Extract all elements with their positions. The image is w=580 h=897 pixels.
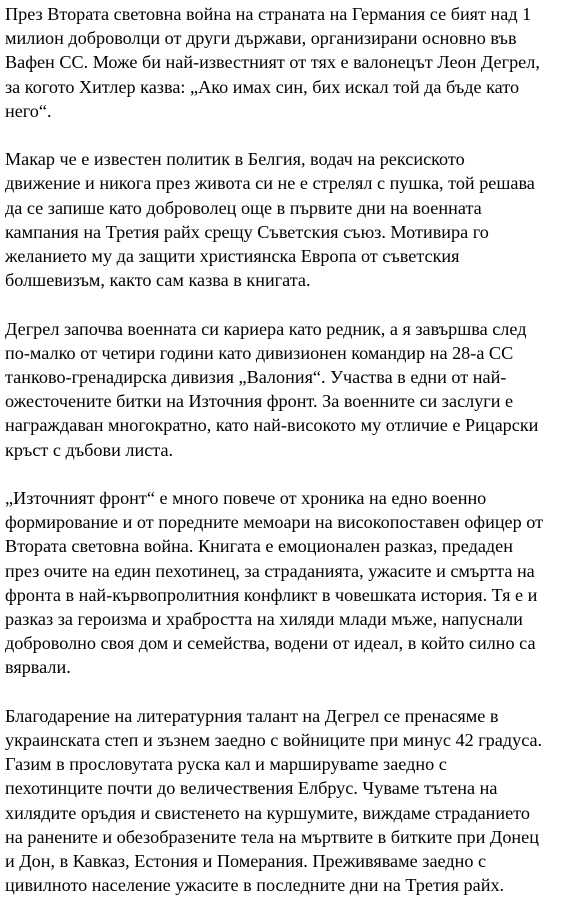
text-line: на ранените и обезобразените тела на мъртвите в битките при Донец	[5, 826, 539, 847]
text-line: движение и никога през живота си не е стрелял с пушка, той решава	[5, 173, 535, 194]
text-line: танково-гренадирска дивизия „Валония“. Участва в едни от най-	[5, 367, 507, 388]
text-line: за когото Хитлер казва: „Ако имах син, бих искал той да бъде като	[5, 76, 520, 97]
text-line: ожесточените битки на Източния фронт. За военните си заслуги е	[5, 391, 514, 412]
text-line: да се запише като доброволец още в първите дни на военната	[5, 197, 482, 218]
text-line: доброволно своя дом и семейства, водени от идеал, в който силно са	[5, 633, 536, 654]
text-line: пехотинците почти до величествения Елбрус. Чуваме тътена на	[5, 778, 498, 799]
paragraph-1	[5, 2, 576, 123]
paragraph-2	[5, 147, 576, 292]
text-line: желанието му да защити християнска Европа от съветския	[5, 246, 460, 267]
paragraph-3	[5, 317, 576, 462]
text-line: Дегрел започва военната си кариера като редник, а я завършва след	[5, 318, 527, 339]
text-line: украинската степ и зъзнем заедно с войниците при минус 42 градуса.	[5, 730, 543, 751]
text-line: кампания на Третия райх срещу Съветския съюз. Мотивира го	[5, 221, 489, 242]
text-line: хилядите оръдия и свистенето на куршумите, виждаме страданието	[5, 802, 530, 823]
document-body	[5, 2, 576, 897]
paragraph-5	[5, 704, 576, 897]
text-line: милион доброволци от други държави, организирани основно във	[5, 28, 517, 49]
text-line: през очите на един пехотинец, за страданията, ужасите и смъртта на	[5, 560, 535, 581]
text-line: Втората световна война. Книгата е емоционален разказ, предаден	[5, 536, 513, 557]
text-line: формирование и от поредните мемоари на високопоставен офицер от	[5, 512, 544, 533]
text-line: „Източният фронт“ е много повече от хроника на едно военно	[5, 488, 487, 509]
text-line: болшевизъм, както сам казва в книгата.	[5, 270, 311, 291]
text-line: и Дон, в Кавказ, Естония и Померания. Преживяваме заедно с	[5, 851, 487, 872]
text-line: През Втората световна война на страната на Германия се бият над 1	[5, 4, 532, 24]
text-line: него“.	[5, 100, 52, 121]
text-line: награждаван многократно, като най-високото му отличие е Рицарски	[5, 415, 539, 436]
text-line: цивилното население ужасите в последните дни на Третия райх.	[5, 875, 505, 896]
text-line: разказ за героизма и храбростта на хиляди млади мъже, напуснали	[5, 609, 523, 630]
text-line: по-малко от четири години като дивизионен командир на 28-а СС	[5, 342, 514, 363]
text-line: Газим в прословутата руска кал и марширувame заедно с	[5, 754, 447, 775]
paragraph-4	[5, 486, 576, 680]
text-line: Макар че е известен политик в Белгия, водач на рексиското	[5, 149, 465, 170]
text-line: фронта в най-кървопролитния конфликт в човешката история. Тя е и	[5, 584, 538, 605]
text-line: вярвали.	[5, 657, 71, 678]
text-line: кръст с дъбови листа.	[5, 439, 174, 460]
text-line: Благодарение на литературния талант на Дегрел се пренасяме в	[5, 705, 499, 726]
text-line: Вафен СС. Може би най-известният от тях е валонецът Леон Дегрел,	[5, 52, 540, 73]
